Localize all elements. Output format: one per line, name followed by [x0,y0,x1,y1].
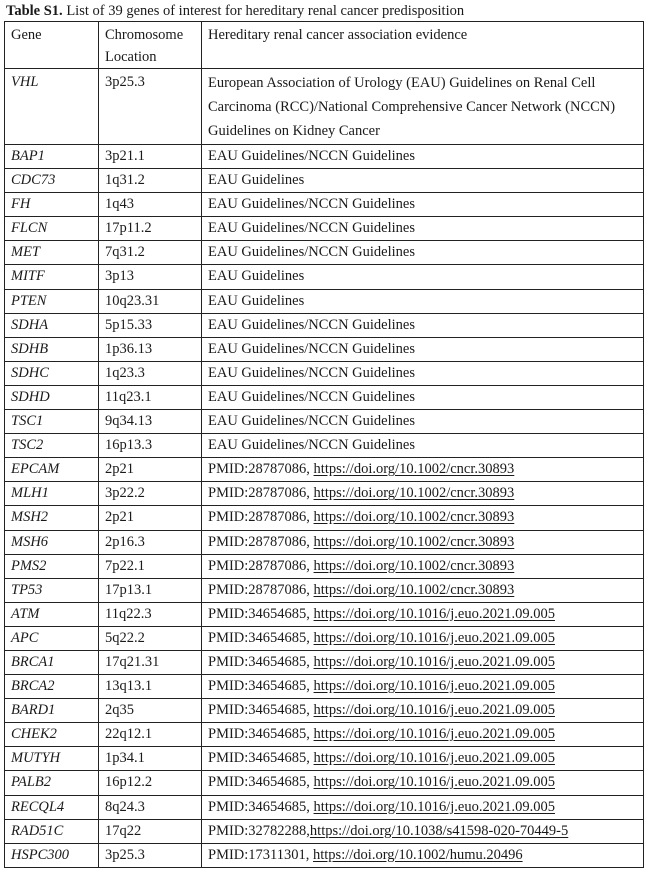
table-row [5,843,644,867]
doi-link[interactable]: https://doi.org/10.1002/cncr.30893 [313,581,515,598]
chromosome-location-cell: 17q21.31 [99,650,202,674]
gene-cell: MITF [5,265,99,289]
gene-cell: MSH6 [5,530,99,554]
gene-cell: BAP1 [5,145,99,169]
table-row [5,482,644,506]
gene-cell: EPCAM [5,458,99,482]
gene-cell: RECQL4 [5,795,99,819]
chromosome-location-cell: 17p11.2 [99,217,202,241]
gene-cell: PMS2 [5,554,99,578]
chromosome-location-cell: 5p15.33 [99,313,202,337]
chromosome-location-cell: 13q13.1 [99,675,202,699]
chromosome-location-cell: 22q12.1 [99,723,202,747]
table-row [5,361,644,385]
gene-cell: MLH1 [5,482,99,506]
evidence-text: EAU Guidelines/NCCN Guidelines [208,316,416,333]
doi-link[interactable]: https://doi.org/10.1038/s41598-020-70449-5 [309,822,569,839]
gene-cell: MET [5,241,99,265]
evidence-cell [202,69,644,145]
gene-cell: SDHA [5,313,99,337]
chromosome-location-cell: 1q43 [99,193,202,217]
evidence-text: PMID:32782288, [208,822,310,839]
table-row [5,265,644,289]
gene-cell: TP53 [5,578,99,602]
table-row [5,578,644,602]
evidence-cell [202,626,644,650]
evidence-cell [202,723,644,747]
chromosome-location-cell: 3p13 [99,265,202,289]
gene-cell: FLCN [5,217,99,241]
evidence-text: EAU Guidelines/NCCN Guidelines [208,364,416,381]
table-caption [6,2,464,20]
evidence-text: EAU Guidelines/NCCN Guidelines [208,220,416,237]
gene-cell: BRCA2 [5,675,99,699]
chromosome-location-cell: 11q22.3 [99,602,202,626]
chromosome-location-cell: 7p22.1 [99,554,202,578]
evidence-cell [202,650,644,674]
doi-link[interactable]: https://doi.org/10.1016/j.euo.2021.09.005 [313,774,555,791]
doi-link[interactable]: https://doi.org/10.1002/cncr.30893 [313,509,515,526]
evidence-cell [202,482,644,506]
evidence-text: PMID:34654685, [208,605,314,622]
table-body [5,69,644,868]
doi-link[interactable]: https://doi.org/10.1002/humu.20496 [313,846,523,863]
chromosome-location-cell: 17q22 [99,819,202,843]
evidence-cell [202,843,644,867]
gene-cell: SDHC [5,361,99,385]
evidence-cell [202,337,644,361]
evidence-text: EAU Guidelines/NCCN Guidelines [208,413,416,430]
gene-cell: PTEN [5,289,99,313]
chromosome-location-cell: 3p25.3 [99,69,202,145]
evidence-cell [202,506,644,530]
table-row [5,241,644,265]
chromosome-location-cell: 10q23.31 [99,289,202,313]
chromosome-location-cell: 7q31.2 [99,241,202,265]
chromosome-location-cell: 16p13.3 [99,434,202,458]
evidence-text: PMID:34654685, [208,750,314,767]
gene-cell: PALB2 [5,771,99,795]
doi-link[interactable]: https://doi.org/10.1002/cncr.30893 [313,533,515,550]
gene-cell: VHL [5,69,99,145]
evidence-text: EAU Guidelines [208,172,305,189]
chromosome-location-cell: 8q24.3 [99,795,202,819]
evidence-text: EAU Guidelines/NCCN Guidelines [208,148,416,164]
doi-link[interactable]: https://doi.org/10.1016/j.euo.2021.09.005 [313,605,555,622]
evidence-cell [202,795,644,819]
chromosome-location-cell: 1p36.13 [99,337,202,361]
table-row [5,217,644,241]
evidence-cell [202,602,644,626]
evidence-cell [202,313,644,337]
table-row [5,169,644,193]
doi-link[interactable]: https://doi.org/10.1016/j.euo.2021.09.005 [313,678,555,695]
gene-cell: MUTYH [5,747,99,771]
chromosome-location-cell: 3p22.2 [99,482,202,506]
evidence-cell [202,289,644,313]
evidence-cell [202,675,644,699]
gene-cell: CDC73 [5,169,99,193]
header-gene: Gene [5,22,99,69]
table-row [5,145,644,169]
gene-cell: HSPC300 [5,843,99,867]
table-row [5,675,644,699]
evidence-text: PMID:28787086, [208,485,314,502]
evidence-text: PMID:34654685, [208,629,314,646]
table-row [5,650,644,674]
evidence-text: EAU Guidelines [208,268,305,285]
table-row [5,458,644,482]
evidence-cell [202,819,644,843]
evidence-cell [202,530,644,554]
gene-cell: APC [5,626,99,650]
table-row [5,193,644,217]
evidence-text: PMID:17311301, [208,846,313,863]
gene-cell: SDHB [5,337,99,361]
evidence-text: EAU Guidelines/NCCN Guidelines [208,196,416,213]
evidence-cell [202,578,644,602]
table-row [5,289,644,313]
table-header-row [5,22,644,69]
evidence-cell [202,169,644,193]
evidence-text: EAU Guidelines/NCCN Guidelines [208,340,416,357]
evidence-cell [202,361,644,385]
table-row [5,699,644,723]
evidence-cell [202,265,644,289]
evidence-text: PMID:28787086, [208,461,314,478]
chromosome-location-cell: 3p21.1 [99,145,202,169]
evidence-cell [202,241,644,265]
evidence-cell [202,747,644,771]
chromosome-location-cell: 3p25.3 [99,843,202,867]
gene-cell: SDHD [5,385,99,409]
table-row [5,69,644,145]
evidence-cell [202,217,644,241]
header-chromosome-location: Chromosome Location [99,22,202,69]
chromosome-location-cell: 2q35 [99,699,202,723]
doi-link[interactable]: https://doi.org/10.1016/j.euo.2021.09.005 [313,702,555,719]
evidence-text: PMID:34654685, [208,726,314,743]
gene-cell: CHEK2 [5,723,99,747]
table-row [5,771,644,795]
genes-table [4,21,644,868]
evidence-text: EAU Guidelines/NCCN Guidelines [208,244,416,261]
table-row [5,602,644,626]
doi-link[interactable]: https://doi.org/10.1016/j.euo.2021.09.005 [313,726,555,743]
table-row [5,313,644,337]
evidence-text: European Association of Urology (EAU) Guidelines on Renal Cell Carcinoma (RCC)/National Comprehensive Cancer Network (NCCN) Guidelines on Kidney Cancer [208,75,616,139]
gene-cell: MSH2 [5,506,99,530]
table-row [5,723,644,747]
table-caption-text: List of 39 genes of interest for hereditary renal cancer predisposition [62,3,465,19]
table-row [5,410,644,434]
evidence-text: PMID:28787086, [208,557,314,574]
evidence-text: PMID:34654685, [208,702,314,719]
evidence-cell [202,145,644,169]
evidence-cell [202,458,644,482]
evidence-cell [202,699,644,723]
chromosome-location-cell: 5q22.2 [99,626,202,650]
header-evidence: Hereditary renal cancer association evidence [202,22,644,69]
evidence-text: PMID:28787086, [208,509,314,526]
table-row [5,795,644,819]
gene-cell: TSC1 [5,410,99,434]
table-row [5,385,644,409]
chromosome-location-cell: 1q23.3 [99,361,202,385]
doi-link[interactable]: https://doi.org/10.1002/cncr.30893 [313,461,515,478]
doi-link[interactable]: https://doi.org/10.1002/cncr.30893 [313,557,515,574]
evidence-text: PMID:34654685, [208,774,314,791]
evidence-text: PMID:34654685, [208,653,314,670]
chromosome-location-cell: 1p34.1 [99,747,202,771]
evidence-text: EAU Guidelines/NCCN Guidelines [208,388,416,405]
chromosome-location-cell: 9q34.13 [99,410,202,434]
evidence-text: PMID:28787086, [208,533,314,550]
table-row [5,337,644,361]
evidence-cell [202,385,644,409]
chromosome-location-cell: 2p21 [99,458,202,482]
doi-link[interactable]: https://doi.org/10.1016/j.euo.2021.09.005 [313,798,555,815]
evidence-text: PMID:34654685, [208,798,314,815]
table-row [5,434,644,458]
chromosome-location-cell: 1q31.2 [99,169,202,193]
table-caption-label: Table S1. [6,3,63,19]
evidence-cell [202,434,644,458]
doi-link[interactable]: https://doi.org/10.1016/j.euo.2021.09.005 [313,750,555,767]
evidence-text: PMID:28787086, [208,581,314,598]
chromosome-location-cell: 16p12.2 [99,771,202,795]
gene-cell: BRCA1 [5,650,99,674]
doi-link[interactable]: https://doi.org/10.1016/j.euo.2021.09.005 [313,653,555,670]
table-row [5,626,644,650]
evidence-cell [202,771,644,795]
gene-cell: FH [5,193,99,217]
evidence-cell [202,410,644,434]
chromosome-location-cell: 11q23.1 [99,385,202,409]
chromosome-location-cell: 2p21 [99,506,202,530]
evidence-text: EAU Guidelines/NCCN Guidelines [208,437,416,454]
table-row [5,554,644,578]
table-row [5,506,644,530]
chromosome-location-cell: 2p16.3 [99,530,202,554]
table-row [5,819,644,843]
doi-link[interactable]: https://doi.org/10.1002/cncr.30893 [313,485,515,502]
gene-cell: RAD51C [5,819,99,843]
gene-cell: TSC2 [5,434,99,458]
chromosome-location-cell: 17p13.1 [99,578,202,602]
gene-cell: ATM [5,602,99,626]
gene-cell: BARD1 [5,699,99,723]
table-row [5,747,644,771]
doi-link[interactable]: https://doi.org/10.1016/j.euo.2021.09.005 [313,629,555,646]
table-row [5,530,644,554]
evidence-text: PMID:34654685, [208,678,314,695]
evidence-cell [202,554,644,578]
evidence-text: EAU Guidelines [208,292,305,309]
evidence-cell [202,193,644,217]
